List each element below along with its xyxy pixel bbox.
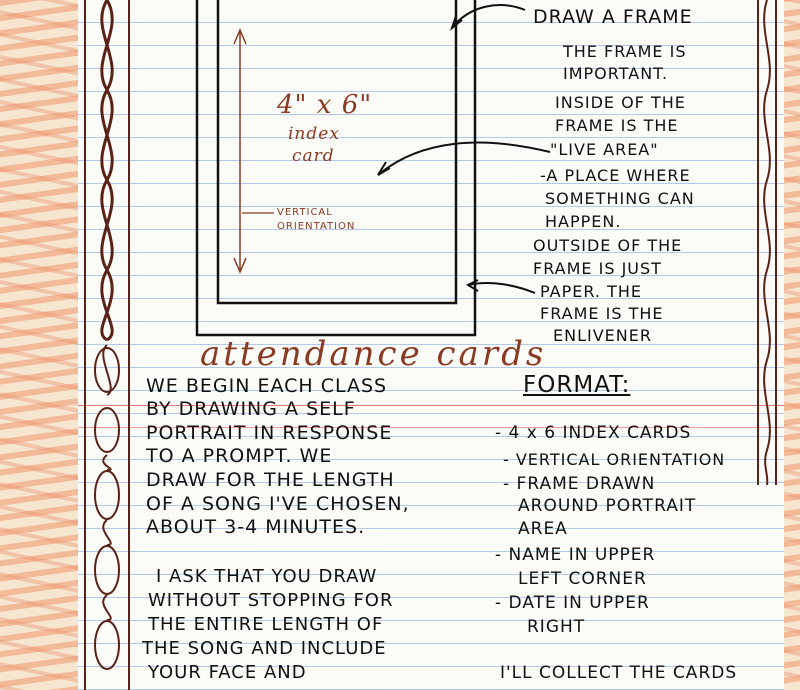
format-item: RIGHT: [527, 617, 586, 637]
frame-note-line: FRAME IS THE: [555, 116, 679, 135]
format-item: - DATE IN UPPER: [495, 593, 650, 613]
frame-note-line: FRAME IS THE: [540, 304, 664, 323]
intro-line: ABOUT 3-4 MINUTES.: [146, 516, 366, 538]
paragraph-line: THE ENTIRE LENGTH OF: [148, 614, 384, 635]
frame-note-line: IMPORTANT.: [563, 64, 669, 83]
orientation-label: ORIENTATION: [277, 221, 356, 232]
paragraph-line: WITHOUT STOPPING FOR: [148, 590, 394, 611]
frame-note-line: -A PLACE WHERE: [540, 166, 691, 185]
intro-line: BY DRAWING A SELF: [146, 398, 356, 420]
format-item: - VERTICAL ORIENTATION: [503, 450, 726, 469]
format-item: AREA: [518, 519, 568, 539]
frame-note-line: PAPER. THE: [540, 282, 642, 301]
format-footer: I'LL COLLECT THE CARDS: [500, 663, 738, 683]
paragraph-line: THE SONG AND INCLUDE: [142, 638, 387, 659]
frame-note-line: "LIVE AREA": [550, 140, 659, 159]
frame-note-line: INSIDE OF THE: [555, 93, 686, 112]
paragraph-line: YOUR FACE AND: [148, 662, 307, 683]
intro-line: PORTRAIT IN RESPONSE: [146, 422, 393, 444]
frame-note-line: FRAME IS JUST: [533, 259, 662, 278]
card-size-label: 4" x 6": [277, 90, 373, 120]
frame-note-line: ENLIVENER: [553, 326, 652, 345]
intro-line: DRAW FOR THE LENGTH: [146, 469, 395, 491]
frame-heading: DRAW A FRAME: [533, 6, 693, 28]
format-item: - 4 x 6 INDEX CARDS: [495, 423, 692, 443]
index-label: index: [288, 124, 340, 144]
format-item: LEFT CORNER: [518, 569, 647, 589]
frame-note-line: THE FRAME IS: [563, 42, 687, 61]
intro-line: OF A SONG I'VE CHOSEN,: [146, 493, 410, 515]
card-label: card: [292, 146, 335, 166]
frame-note-line: HAPPEN.: [545, 212, 622, 231]
frame-note-line: SOMETHING CAN: [545, 189, 695, 208]
intro-line: WE BEGIN EACH CLASS: [146, 375, 388, 397]
paragraph-line: I ASK THAT YOU DRAW: [156, 566, 378, 587]
format-heading: FORMAT:: [523, 372, 631, 398]
format-item: - NAME IN UPPER: [495, 545, 656, 565]
format-item: - FRAME DRAWN: [503, 474, 656, 494]
page-title: attendance cards: [200, 334, 547, 374]
orientation-label: VERTICAL: [277, 207, 333, 218]
format-item: AROUND PORTRAIT: [518, 496, 697, 516]
intro-line: TO A PROMPT. WE: [146, 445, 333, 467]
frame-note-line: OUTSIDE OF THE: [533, 236, 683, 255]
